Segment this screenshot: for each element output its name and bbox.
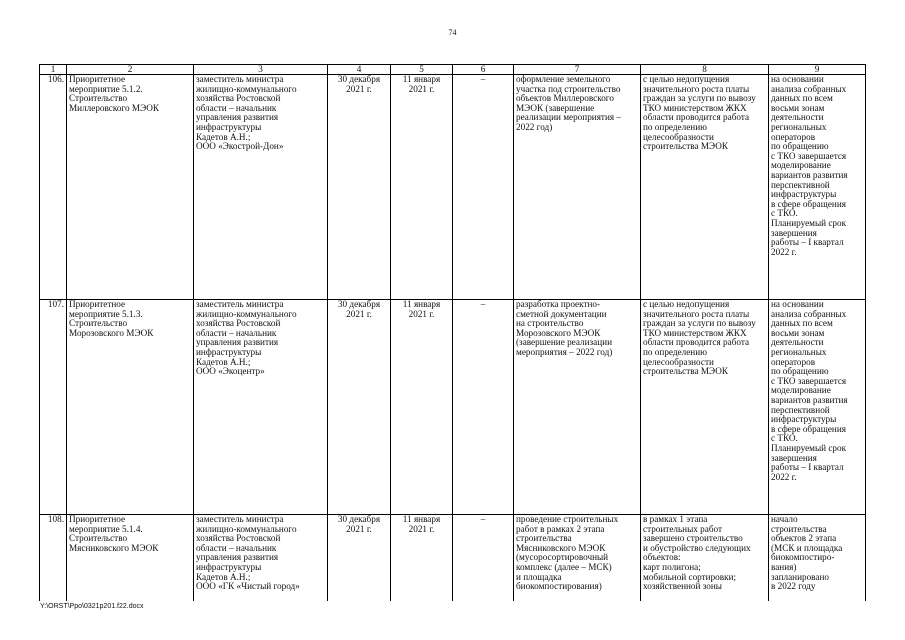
- start-date-cell: 30 декабря 2021 г.: [328, 300, 391, 515]
- note-cell: на основании анализа собранных данных по всем восьми зонам деятельности региональных операторов по обращению с ТКО завершается моделирование вариантов развития перспективной инфраструктуры в сфере обращения с ТКО. Планируемый срок завершения работы – I квартал 2022 г.: [769, 75, 866, 300]
- header-cell: 8: [641, 65, 769, 75]
- header-cell: 5: [391, 65, 453, 75]
- end-date-cell: 11 января 2021 г.: [391, 515, 453, 606]
- header-cell: 2: [67, 65, 194, 75]
- status-cell: с целью недопущения значительного роста платы граждан за услуги по вывозу ТКО министерством ЖКХ области проводится работа по определению целесообразности строительства МЭОК: [641, 75, 769, 300]
- responsible-cell: заместитель министра жилищно-коммунального хозяйства Ростовской области – начальник управления развития инфраструктуры Кадетов А.Н.; ООО «Экострой-Дон»: [194, 75, 328, 300]
- responsible-cell: заместитель министра жилищно-коммунального хозяйства Ростовской области – начальник управления развития инфраструктуры Кадетов А.Н.; ООО «ГК «Чистый город»: [194, 515, 328, 606]
- header-cell: 4: [328, 65, 391, 75]
- table-row: [40, 75, 866, 300]
- header-cell: 3: [194, 65, 328, 75]
- start-date-cell: 30 декабря 2021 г.: [328, 515, 391, 606]
- table-header-row: [40, 65, 866, 75]
- responsible-cell: заместитель министра жилищно-коммунального хозяйства Ростовской области – начальник управления развития инфраструктуры Кадетов А.Н.; ООО «Экоцентр»: [194, 300, 328, 515]
- row-number: 106.: [40, 75, 67, 300]
- page-bottom-margin: [38, 601, 868, 640]
- result-cell: разработка проектно- сметной документации на строительство Морозовского МЭОК (завершение реализации мероприятия – 2022 год): [514, 300, 641, 515]
- result-cell: оформление земельного участка под строительство объектов Миллеровского МЭОК (завершение реализации мероприятия – 2022 год): [514, 75, 641, 300]
- note-cell: начало строительства объектов 2 этапа (МСК и площадка биокомпостиро- вания) запланировано в 2022 году: [769, 515, 866, 606]
- col6-cell: –: [453, 515, 514, 606]
- file-path-footer: Y:\ORST\Ppo\0321p201.f22.docx: [40, 603, 144, 610]
- status-cell: с целью недопущения значительного роста платы граждан за услуги по вывозу ТКО министерством ЖКХ области проводится работа по определению целесообразности строительства МЭОК: [641, 300, 769, 515]
- header-cell: 1: [40, 65, 67, 75]
- col6-cell: –: [453, 300, 514, 515]
- note-cell: на основании анализа собранных данных по всем восьми зонам деятельности региональных операторов по обращению с ТКО завершается моделирование вариантов развития перспективной инфраструктуры в сфере обращения с ТКО. Планируемый срок завершения работы – I квартал 2022 г.: [769, 300, 866, 515]
- status-cell: в рамках 1 этапа строительных работ завершено строительство и обустройство следующих объектов: карт полигона; мобильной сортировки; хозяйственной зоны: [641, 515, 769, 606]
- event-name-cell: Приоритетное мероприятие 5.1.2. Строительство Миллеровского МЭОК: [67, 75, 194, 300]
- col6-cell: –: [453, 75, 514, 300]
- plan-table: [39, 64, 866, 605]
- header-cell: 7: [514, 65, 641, 75]
- table-row: [40, 515, 866, 606]
- start-date-cell: 30 декабря 2021 г.: [328, 75, 391, 300]
- page-number: 74: [448, 28, 457, 37]
- event-name-cell: Приоритетное мероприятие 5.1.3. Строительство Морозовского МЭОК: [67, 300, 194, 515]
- header-cell: 6: [453, 65, 514, 75]
- header-cell: 9: [769, 65, 866, 75]
- row-number: 108.: [40, 515, 67, 606]
- end-date-cell: 11 января 2021 г.: [391, 300, 453, 515]
- table-row: [40, 300, 866, 515]
- event-name-cell: Приоритетное мероприятие 5.1.4. Строительство Мясниковского МЭОК: [67, 515, 194, 606]
- result-cell: проведение строительных работ в рамках 2 этапа строительства Мясниковского МЭОК (мусоросортировочный комплекс (далее – МСК) и площадка биокомпостирования): [514, 515, 641, 606]
- end-date-cell: 11 января 2021 г.: [391, 75, 453, 300]
- row-number: 107.: [40, 300, 67, 515]
